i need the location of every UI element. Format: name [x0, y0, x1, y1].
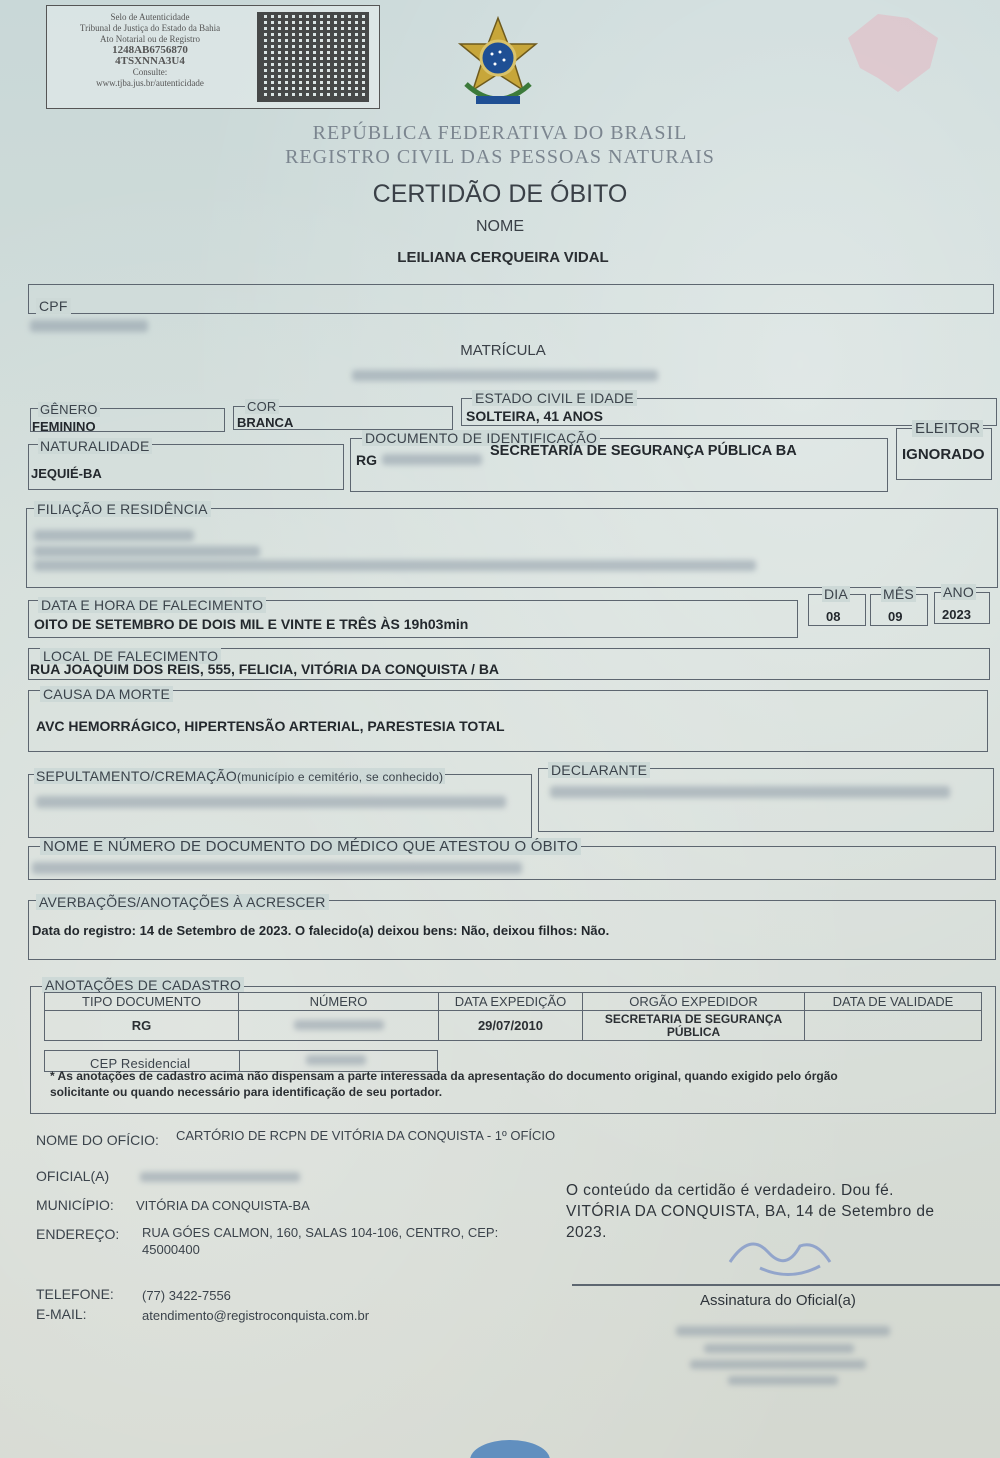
naturalidade-value: JEQUIÉ-BA [31, 466, 102, 481]
sepultamento-note: (município e cemitério, se conhecido) [237, 770, 444, 784]
sepultamento-value-redacted [36, 796, 506, 808]
sepultamento-label-text: SEPULTAMENTO/CREMAÇÃO [36, 768, 238, 784]
mes-label: MÊS [883, 586, 914, 602]
documento-prefix: RG [356, 452, 377, 468]
fe-line: 2023. [566, 1224, 607, 1241]
eleitor-value: IGNORADO [902, 446, 985, 463]
mes-value: 09 [888, 609, 903, 624]
seal-line: Ato Notarial ou de Registro [100, 34, 200, 44]
seal-line: Selo de Autenticidade [110, 12, 190, 22]
fe-line: O conteúdo da certidão é verdadeiro. Dou fé. [566, 1182, 894, 1199]
seal-line: Consulte: [132, 67, 168, 77]
signer-line-redacted [728, 1376, 838, 1385]
oficio-label: NOME DO OFÍCIO: [36, 1132, 159, 1148]
eleitor-label: ELEITOR [912, 420, 983, 437]
table-cell: 29/07/2010 [439, 1011, 583, 1041]
data-hora-label: DATA E HORA DE FALECIMENTO [38, 597, 266, 613]
coat-of-arms-icon [448, 14, 548, 114]
estado-civil-value: SOLTEIRA, 41 ANOS [466, 408, 603, 424]
signature-line [572, 1284, 1000, 1286]
medico-label: NOME E NÚMERO DE DOCUMENTO DO MÉDICO QUE ATESTOU O ÓBITO [40, 838, 581, 855]
documento-label: DOCUMENTO DE IDENTIFICAÇÃO [362, 430, 600, 446]
declarante-label: DECLARANTE [548, 762, 650, 778]
estado-civil-label: ESTADO CIVIL E IDADE [472, 390, 637, 406]
naturalidade-label: NATURALIDADE [40, 438, 150, 454]
documento-value: SECRETARIA DE SEGURANÇA PÚBLICA BA [490, 443, 797, 459]
ano-value: 2023 [942, 607, 971, 622]
causa-label: CAUSA DA MORTE [40, 686, 173, 702]
municipio-label: MUNICÍPIO: [36, 1197, 114, 1213]
table-row [45, 1011, 982, 1041]
authenticity-seal [46, 5, 380, 109]
oficio-value: CARTÓRIO DE RCPN DE VITÓRIA DA CONQUISTA - 1º OFÍCIO [176, 1128, 556, 1143]
table-cell [805, 1011, 982, 1041]
table-header: ORGÃO EXPEDIDOR [583, 993, 805, 1011]
declarante-value-redacted [550, 786, 950, 798]
registry-title: REGISTRO CIVIL DAS PESSOAS NATURAIS [285, 146, 715, 168]
email-value: atendimento@registroconquista.com.br [142, 1308, 370, 1323]
filiacao-label: FILIAÇÃO E RESIDÊNCIA [34, 501, 211, 517]
municipio-value: VITÓRIA DA CONQUISTA-BA [136, 1198, 310, 1213]
dia-label: DIA [824, 586, 848, 602]
table-header: DATA DE VALIDADE [805, 993, 982, 1011]
seal-line: 1248AB6756870 [112, 44, 188, 56]
oficial-label: OFICIAL(A) [36, 1168, 110, 1184]
local-value: RUA JOAQUIM DOS REIS, 555, FELICIA, VITÓRIA DA CONQUISTA / BA [30, 661, 500, 677]
cor-value: BRANCA [237, 415, 294, 430]
cadastro-note [50, 1068, 838, 1100]
signature-icon [720, 1222, 850, 1286]
matricula-value-redacted [352, 370, 658, 381]
email-label: E-MAIL: [36, 1306, 87, 1322]
cep-label: CEP Residencial [90, 1056, 191, 1071]
name-value: LEILIANA CERQUEIRA VIDAL [397, 249, 609, 266]
cpf-value-redacted [30, 320, 148, 332]
filiacao-line-redacted [34, 546, 260, 557]
ano-label: ANO [943, 584, 974, 600]
seal-text [55, 12, 245, 89]
telefone-value: (77) 3422-7556 [142, 1288, 231, 1303]
filiacao-line-redacted [34, 560, 756, 571]
assinatura-label: Assinatura do Oficial(a) [700, 1292, 856, 1309]
document-title: CERTIDÃO DE ÓBITO [372, 180, 628, 208]
seal-line: Tribunal de Justiça do Estado da Bahia [79, 23, 221, 33]
table-header: DATA EXPEDIÇÃO [439, 993, 583, 1011]
table-cell-redacted [239, 1011, 439, 1041]
matricula-label: MATRÍCULA [460, 342, 546, 359]
data-hora-value: OITO DE SETEMBRO DE DOIS MIL E VINTE E TRÊS ÀS 19h03min [34, 616, 469, 632]
cadastro-note-line: * As anotações de cadastro acima não dispensam a parte interessada da apresentação do documento original, quando exigido pelo órgão [50, 1069, 838, 1083]
cor-label: COR [247, 399, 277, 414]
endereco-value: RUA GÓES CALMON, 160, SALAS 104-106, CENTRO, CEP: 45000400 [142, 1225, 499, 1257]
sepultamento-label [34, 768, 445, 784]
documento-number-redacted [382, 454, 482, 465]
local-label: LOCAL DE FALECIMENTO [40, 648, 221, 664]
bottom-seal-icon [470, 1440, 550, 1458]
brazil-map-icon [838, 8, 948, 98]
averbacoes-label: AVERBAÇÕES/ANOTAÇÕES À ACRESCER [36, 894, 329, 910]
seal-line: 4TSXNNA3U4 [115, 55, 185, 67]
name-label: NOME [476, 218, 524, 235]
fe-line: VITÓRIA DA CONQUISTA, BA, 14 de Setembro de [566, 1203, 935, 1220]
causa-value: AVC HEMORRÁGICO, HIPERTENSÃO ARTERIAL, PARESTESIA TOTAL [36, 718, 505, 734]
oficial-value-redacted [140, 1172, 300, 1182]
cpf-label: CPF [36, 298, 71, 314]
seal-line: www.tjba.jus.br/autenticidade [96, 78, 204, 88]
table-cell: RG [45, 1011, 239, 1041]
endereco-label: ENDEREÇO: [36, 1226, 120, 1242]
filiacao-line-redacted [34, 530, 194, 541]
qr-code-icon [257, 12, 369, 102]
averbacoes-value: Data do registro: 14 de Setembro de 2023. O falecido(a) deixou bens: Não, deixou filhos: Não. [32, 923, 610, 938]
dia-value: 08 [826, 609, 841, 624]
table-header: TIPO DOCUMENTO [45, 993, 239, 1011]
cpf-box [28, 284, 994, 314]
table-header: NÚMERO [239, 993, 439, 1011]
genero-value: FEMININO [32, 419, 96, 434]
cadastro-table [44, 992, 982, 1041]
telefone-label: TELEFONE: [36, 1286, 114, 1302]
signer-line-redacted [704, 1344, 854, 1353]
genero-label: GÊNERO [40, 402, 98, 417]
medico-value-redacted [32, 862, 522, 874]
table-cell: SECRETARIA DE SEGURANÇA PÚBLICA [583, 1011, 805, 1041]
signer-line-redacted [676, 1326, 890, 1336]
cep-value-redacted [306, 1055, 366, 1065]
republic-title: REPÚBLICA FEDERATIVA DO BRASIL [312, 122, 688, 144]
cadastro-label: ANOTAÇÕES DE CADASTRO [42, 977, 244, 993]
cadastro-note-line: solicitante ou quando necessário para identificação de seu portador. [50, 1085, 443, 1099]
table-header-row [45, 993, 982, 1011]
signer-line-redacted [690, 1360, 866, 1369]
